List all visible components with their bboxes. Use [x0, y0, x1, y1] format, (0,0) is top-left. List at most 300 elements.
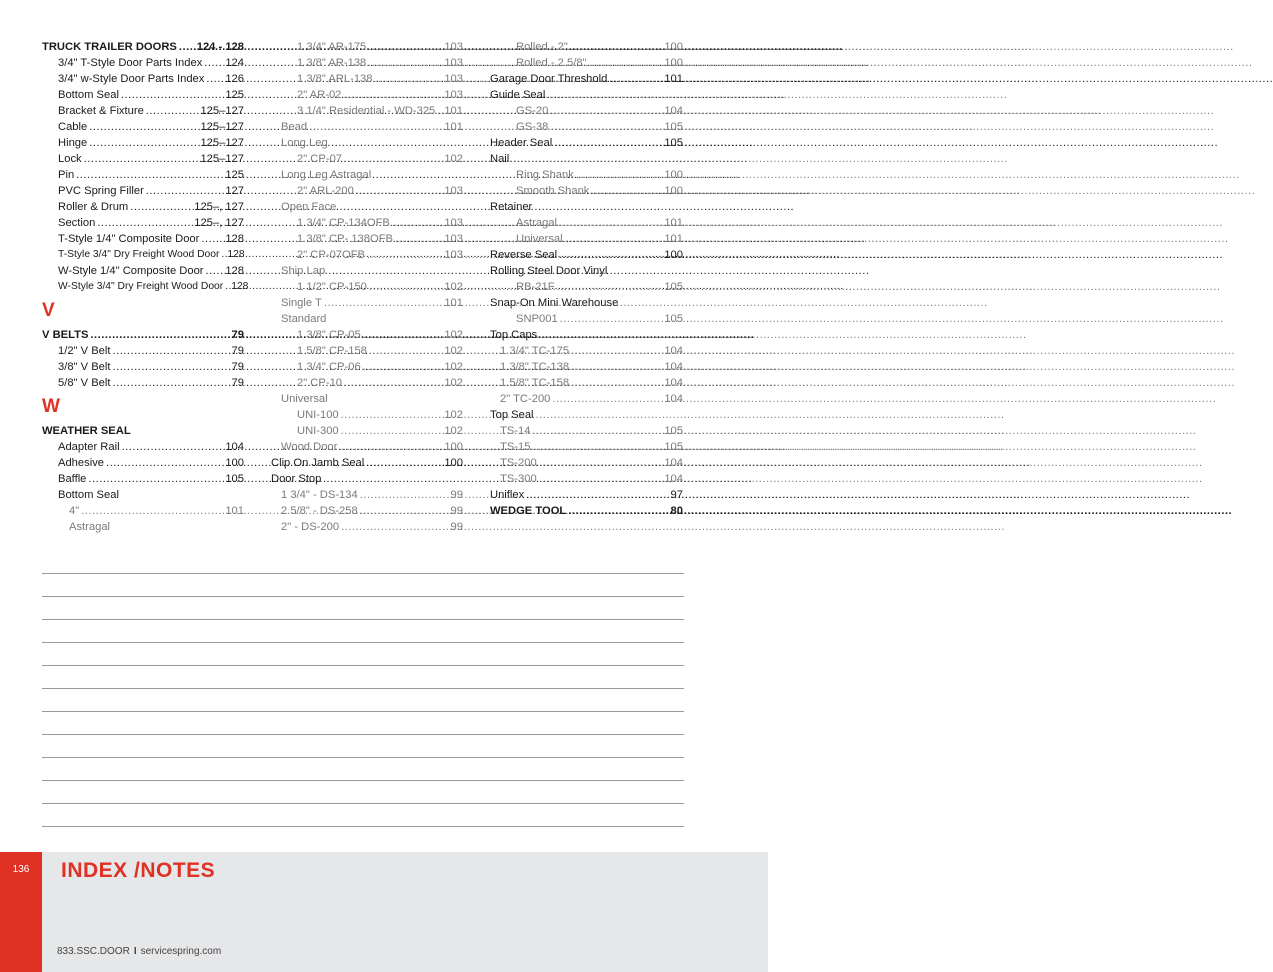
dot-leader	[356, 183, 442, 199]
page-reference: 99	[450, 521, 463, 533]
dot-leader	[206, 71, 223, 87]
dot-leader	[324, 295, 442, 311]
dot-leader	[363, 327, 443, 343]
page-reference: 103	[444, 89, 463, 101]
index-entry	[271, 151, 463, 167]
page-reference: 79	[231, 345, 244, 357]
page-reference: 125–, 127	[194, 217, 244, 229]
dot-leader	[344, 151, 442, 167]
dot-leader	[554, 135, 662, 151]
entry-label: Reverse Seal	[490, 249, 558, 261]
entry-label: Nail	[490, 153, 510, 165]
section-letter: V	[42, 300, 55, 321]
page-reference: 125–127	[200, 153, 244, 165]
entry-label: Adhesive	[58, 457, 105, 469]
index-entry	[271, 471, 463, 487]
entry-label: Long Leg Astragal	[281, 169, 372, 181]
index-entry	[42, 199, 244, 215]
entry-label: Bead	[281, 121, 308, 133]
dot-leader	[89, 135, 198, 151]
entry-label: 3/4" T-Style Door Parts Index	[58, 57, 203, 69]
entry-label: Uniflex	[490, 489, 525, 501]
dot-leader	[571, 343, 662, 359]
entry-label: Door Stop	[271, 473, 322, 485]
index-entry	[42, 215, 244, 231]
page-reference: 80	[670, 505, 683, 517]
dot-leader	[369, 343, 442, 359]
entry-label: Ring Shank	[516, 169, 574, 181]
page-reference: 99	[450, 505, 463, 517]
dot-leader	[112, 375, 229, 391]
index-entry	[490, 103, 683, 119]
dot-leader	[360, 487, 449, 503]
entry-label: Snap-On Mini Warehouse	[490, 297, 619, 309]
entry-label: GS-20	[516, 105, 549, 117]
index-entry	[490, 183, 683, 199]
entry-label: TS-14	[500, 425, 531, 437]
entry-label: Pin	[58, 169, 75, 181]
dot-leader	[344, 375, 442, 391]
dot-leader	[81, 503, 223, 519]
dot-leader	[539, 455, 663, 471]
note-line	[42, 734, 684, 757]
page-reference: 104	[664, 457, 683, 469]
dot-leader	[591, 183, 662, 199]
dot-leader	[368, 55, 442, 71]
page-reference: 127	[225, 185, 244, 197]
page-reference: 79	[231, 329, 244, 341]
entry-label: T-Style 1/4" Composite Door	[58, 233, 200, 245]
entry-label: V BELTS	[42, 329, 89, 341]
index-entry	[271, 135, 463, 151]
dot-leader	[112, 359, 229, 375]
index-entry	[271, 87, 463, 103]
page-reference: 128	[231, 281, 249, 292]
dot-leader	[369, 279, 442, 295]
index-entry	[490, 87, 683, 103]
page-reference: 126	[225, 73, 244, 85]
page-reference: 102	[444, 329, 463, 341]
index-entry	[490, 119, 683, 135]
entry-label: Bottom Seal	[58, 89, 119, 101]
entry-label: GS-38	[516, 121, 549, 133]
page-reference: 124	[225, 57, 244, 69]
index-entry	[271, 231, 463, 247]
entry-label: 2" - DS-200	[281, 521, 340, 533]
index-entry	[490, 199, 683, 215]
dot-leader	[121, 87, 223, 103]
entry-label: RB-21F	[516, 281, 555, 293]
dot-leader	[201, 231, 223, 247]
index-entry	[271, 519, 463, 535]
index-entry	[490, 311, 683, 327]
dot-leader	[559, 215, 662, 231]
index-entry	[271, 39, 463, 55]
dot-leader	[221, 247, 225, 263]
index-entry	[490, 39, 683, 55]
page-reference: 100	[225, 457, 244, 469]
entry-label: Astragal	[69, 521, 111, 533]
entry-label: Baffle	[58, 473, 87, 485]
page-reference: 101	[225, 505, 244, 517]
entry-label: 1 1/2" CP-150	[297, 281, 367, 293]
dot-leader	[552, 391, 662, 407]
dot-leader	[532, 439, 662, 455]
entry-label: Roller & Drum	[58, 201, 129, 213]
entry-label: 1 3/8" CP- 138OFB	[297, 233, 394, 245]
page-reference: 102	[444, 281, 463, 293]
entry-label: T-Style 3/4" Dry Freight Wood Door	[58, 249, 220, 260]
page-reference: 101	[664, 73, 683, 85]
entry-label: Garage Door Threshold	[490, 73, 608, 85]
index-entry	[271, 119, 463, 135]
note-line	[42, 757, 684, 780]
entry-label: Wood Door	[281, 441, 338, 453]
page-reference: 125–, 127	[194, 201, 244, 213]
page-reference: 79	[231, 377, 244, 389]
index-entry	[271, 199, 463, 215]
dot-leader	[395, 231, 442, 247]
dot-leader	[343, 87, 442, 103]
page-reference: 128	[227, 249, 245, 260]
page-reference: 79	[231, 361, 244, 373]
dot-leader	[76, 167, 223, 183]
index-entry	[271, 487, 463, 503]
index-entry	[42, 375, 244, 391]
page-reference: 101	[664, 217, 683, 229]
index-entry	[42, 151, 244, 167]
entry-label: Rolled - 2 5/8"	[516, 57, 587, 69]
dot-leader	[84, 151, 199, 167]
entry-label: UNI-300	[297, 425, 339, 437]
entry-label: TRUCK TRAILER DOORS	[42, 41, 177, 53]
entry-label: TS-15	[500, 441, 531, 453]
dot-leader	[97, 215, 192, 231]
dot-leader	[179, 39, 195, 55]
index-entry	[271, 423, 463, 439]
dot-leader	[341, 423, 443, 439]
page-reference: 104	[664, 105, 683, 117]
index-entry	[490, 263, 683, 279]
dot-leader	[225, 279, 229, 295]
page-reference: 125–127	[200, 121, 244, 133]
index-entry	[271, 455, 463, 471]
dot-leader	[146, 183, 224, 199]
section-letter: W	[42, 396, 60, 417]
page-reference: 128	[225, 233, 244, 245]
entry-label: Top Seal	[490, 409, 534, 421]
entry-label: Universal	[516, 233, 563, 245]
index-entry	[490, 359, 683, 375]
entry-label: 1 5/8" CP-158	[297, 345, 367, 357]
note-line	[42, 780, 684, 803]
entry-label: 1/2" V Belt	[58, 345, 111, 357]
dot-leader	[89, 119, 198, 135]
entry-label: 2" CP-07OFB	[297, 249, 366, 261]
entry-label: Bracket & Fixture	[58, 105, 144, 117]
note-line	[42, 711, 684, 734]
dot-leader	[146, 103, 199, 119]
page-reference: 104	[664, 473, 683, 485]
index-entry	[271, 311, 463, 327]
entry-label: Cable	[58, 121, 88, 133]
page-footer	[0, 852, 768, 972]
index-entry	[42, 183, 244, 199]
index-entry	[490, 375, 683, 391]
entry-label: Section	[58, 217, 96, 229]
dot-leader	[532, 423, 662, 439]
contact-separator: I	[133, 946, 137, 957]
index-entry	[490, 343, 683, 359]
index-entry	[271, 279, 463, 295]
dot-leader	[589, 55, 663, 71]
entry-label: Universal	[281, 393, 328, 405]
entry-label: Rolling Steel Door Vinyl	[490, 265, 608, 277]
note-line	[42, 596, 684, 619]
index-entry	[42, 103, 244, 119]
page-reference: 100	[664, 41, 683, 53]
dot-leader	[112, 343, 229, 359]
entry-label: TS-300	[500, 473, 537, 485]
index-entry	[42, 519, 244, 535]
entry-label: 2" CP-07	[297, 153, 343, 165]
index-entry	[490, 295, 683, 311]
entry-label: Bottom Seal	[58, 489, 119, 501]
dot-leader	[550, 119, 662, 135]
entry-label: Header Seal	[490, 137, 553, 149]
entry-label: 1 3/8" TC-138	[500, 361, 570, 373]
dot-leader	[392, 215, 442, 231]
entry-label: Long Leg	[281, 137, 328, 149]
page-reference: 100	[444, 441, 463, 453]
index-entry	[271, 503, 463, 519]
index-entry	[490, 71, 683, 87]
index-entry	[42, 343, 244, 359]
index-entry	[42, 39, 244, 55]
index-entry	[490, 455, 683, 471]
index-entry	[42, 439, 244, 455]
entry-label: 2" TC-200	[500, 393, 551, 405]
note-line	[42, 665, 684, 688]
index-entry	[271, 295, 463, 311]
index-entry	[490, 487, 683, 503]
dot-leader	[560, 311, 663, 327]
page-number: 136	[12, 864, 30, 875]
index-entry	[42, 263, 244, 279]
page-reference: 100	[664, 169, 683, 181]
entry-label: 1 3/4" CP-134OFB	[297, 217, 390, 229]
entry-label: 4"	[69, 505, 80, 517]
entry-label: 1 5/8" TC-158	[500, 377, 570, 389]
index-column-3	[490, 39, 683, 519]
index-entry	[271, 343, 463, 359]
entry-label: Hinge	[58, 137, 88, 149]
page-reference: 105	[664, 137, 683, 149]
page-reference: 105	[664, 121, 683, 133]
dot-leader	[559, 247, 662, 263]
page-reference: 125–127	[200, 105, 244, 117]
entry-label: 3/8" V Belt	[58, 361, 111, 373]
page-reference: 103	[444, 57, 463, 69]
index-entry	[42, 247, 244, 263]
entry-label: 1 3/4" - DS-134	[281, 489, 358, 501]
note-line	[42, 826, 684, 849]
page-reference: 125–127	[200, 137, 244, 149]
index-entry	[42, 471, 244, 487]
entry-label: TS-200	[500, 457, 537, 469]
entry-label: 2" ARL-200	[297, 185, 354, 197]
page-reference: 102	[444, 153, 463, 165]
page-reference: 103	[444, 233, 463, 245]
page-reference: 97	[670, 489, 683, 501]
dot-leader	[106, 455, 223, 471]
index-entry	[42, 167, 244, 183]
index-column-2	[271, 39, 463, 535]
page-reference: 124 - 128	[196, 41, 244, 53]
index-entry	[490, 423, 683, 439]
entry-label: 1 3/8" ARL-138	[297, 73, 373, 85]
entry-label: Top Caps	[490, 329, 538, 341]
dot-leader	[571, 375, 662, 391]
index-entry	[42, 279, 249, 295]
entry-label: 1 3/8" CP-05	[297, 329, 361, 341]
entry-label: Astragal	[516, 217, 558, 229]
entry-label: W-Style 3/4" Dry Freight Wood Door	[58, 281, 224, 292]
index-entry	[490, 135, 683, 151]
entry-label: Adapter Rail	[58, 441, 120, 453]
index-entry	[271, 247, 463, 263]
index-entry	[490, 215, 683, 231]
entry-label: Lock	[58, 153, 82, 165]
notes-area	[42, 573, 684, 849]
index-entry	[490, 231, 683, 247]
dot-leader	[206, 263, 224, 279]
entry-label: WEATHER SEAL	[42, 425, 131, 437]
page-reference: 128	[225, 265, 244, 277]
dot-leader	[576, 167, 662, 183]
note-line	[42, 573, 684, 596]
entry-label: WEDGE TOOL	[490, 505, 567, 517]
index-entry	[490, 471, 683, 487]
page-reference: 100	[444, 457, 463, 469]
page-reference: 104	[664, 377, 683, 389]
index-entry	[490, 407, 683, 423]
index-entry	[271, 359, 463, 375]
entry-label: 1 3/8" AR-138	[297, 57, 367, 69]
page-reference: 101	[444, 121, 463, 133]
index-entry	[490, 327, 683, 343]
page-reference: 103	[444, 217, 463, 229]
dot-leader	[568, 503, 668, 519]
dot-leader	[309, 119, 442, 135]
index-entry	[42, 231, 244, 247]
index-entry	[42, 423, 244, 439]
page-number-tab	[0, 852, 42, 972]
dot-leader	[360, 503, 449, 519]
page-reference: 101	[664, 233, 683, 245]
index-column-1	[42, 39, 249, 535]
page-reference: 103	[444, 73, 463, 85]
page-reference: 104	[664, 393, 683, 405]
page-reference: 125	[225, 169, 244, 181]
page-reference: 101	[444, 105, 463, 117]
page-reference: 101	[444, 297, 463, 309]
entry-label: Smooth Shank	[516, 185, 590, 197]
entry-label: 2 5/8" - DS-258	[281, 505, 358, 517]
section-title: INDEX /NOTES	[61, 859, 216, 882]
index-entry	[42, 327, 244, 343]
index-entry	[271, 167, 463, 183]
index-entry	[490, 151, 683, 167]
index-entry	[490, 247, 683, 263]
page-reference: 105	[664, 313, 683, 325]
index-entry	[271, 375, 463, 391]
dot-leader	[363, 359, 443, 375]
entry-label: Open Face	[281, 201, 337, 213]
index-entry	[490, 391, 683, 407]
page-reference: 105	[664, 425, 683, 437]
index-entry	[271, 439, 463, 455]
index-entry	[42, 71, 244, 87]
index-entry	[271, 71, 463, 87]
index-entry	[271, 327, 463, 343]
dot-leader	[204, 55, 223, 71]
entry-label: 2" CP-10	[297, 377, 343, 389]
page-reference: 102	[444, 345, 463, 357]
entry-label: 1 3/4" TC-175	[500, 345, 570, 357]
page-reference: 102	[444, 425, 463, 437]
dot-leader	[88, 471, 223, 487]
page-reference: 102	[444, 377, 463, 389]
dot-leader	[339, 439, 442, 455]
index-entry	[42, 55, 244, 71]
page-reference: 100	[664, 249, 683, 261]
entry-label: Standard	[281, 313, 327, 325]
page-reference: 102	[444, 361, 463, 373]
entry-label: UNI-100	[297, 409, 339, 421]
index-entry	[490, 55, 683, 71]
dot-leader	[550, 103, 662, 119]
page-reference: 100	[664, 57, 683, 69]
index-entry	[42, 135, 244, 151]
dot-leader	[526, 487, 668, 503]
note-line	[42, 619, 684, 642]
page-reference: 105	[225, 473, 244, 485]
index-entry	[271, 391, 463, 407]
entry-label: 1 3/4" CP-06	[297, 361, 361, 373]
dot-leader	[565, 231, 663, 247]
index-entry	[490, 167, 683, 183]
index-entry	[271, 103, 463, 119]
website: servicespring.com	[140, 946, 222, 957]
page-reference: 104	[225, 441, 244, 453]
contact-info	[57, 946, 221, 957]
dot-leader	[539, 471, 663, 487]
entry-label: SNP001	[516, 313, 558, 325]
dot-leader	[341, 407, 443, 423]
entry-label: Single T	[281, 297, 322, 309]
page-reference: 100	[664, 185, 683, 197]
dot-leader	[570, 39, 662, 55]
index-entry	[271, 407, 463, 423]
index-entry	[42, 487, 244, 503]
index-entry	[271, 183, 463, 199]
entry-label: Clip On Jamb Seal	[271, 457, 365, 469]
index-entry	[271, 263, 463, 279]
entry-label: Retainer	[490, 201, 533, 213]
dot-leader	[375, 71, 443, 87]
page-reference: 104	[664, 345, 683, 357]
